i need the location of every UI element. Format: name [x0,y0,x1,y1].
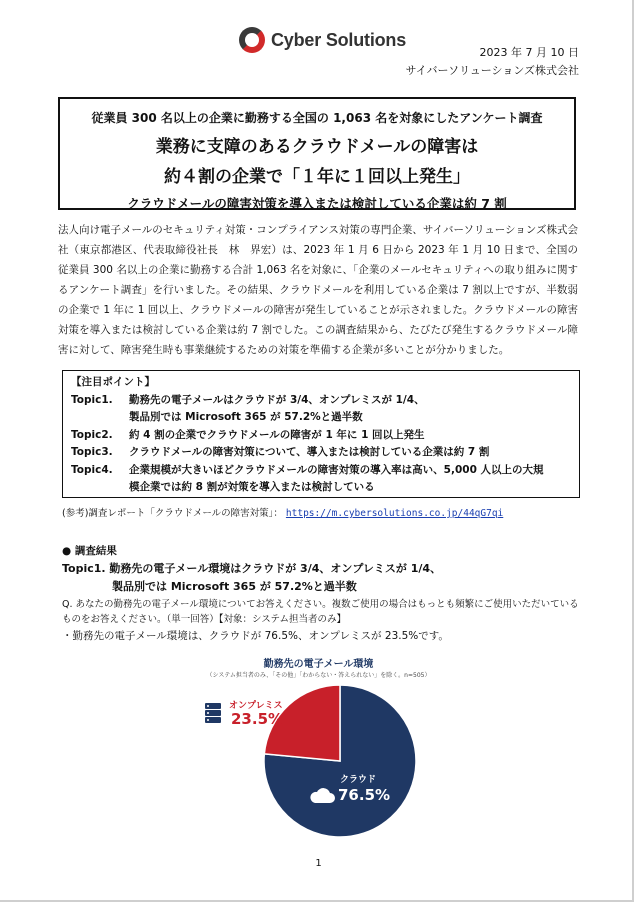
title-subheading: 従業員 300 名以上の企業に勤務する全国の 1,063 名を対象にしたアンケート調査 [91,111,543,125]
title-box [58,97,576,210]
topic-text: 企業規模が大きいほどクラウドメールの障害対策の導入率は高い、5,000 人以上の大規 [129,463,544,476]
topic-text: クラウドメールの障害対策について、導入または検討している企業は約 7 割 [129,446,490,458]
focus-points-box [62,370,580,498]
slice-label-cloud: クラウド [340,775,377,785]
focus-topic-2 [71,427,571,445]
topic-text: 約 4 割の企業でクラウドメールの障害が 1 年に 1 回以上発生 [129,428,425,441]
pie-chart [262,683,418,839]
topic-label: Topic4. [71,463,113,476]
results-topic-line1: Topic1. 勤務先の電子メール環境はクラウドが 3/4、オンプレミスが 1/4、 [62,562,442,575]
logo-mark-icon [239,27,265,53]
title-subheading-2: クラウドメールの障害対策を導入または検討している企業は約 7 割 [127,196,507,211]
topic-continuation: 製品別では Microsoft 365 が 57.2%と過半数 [129,411,363,423]
survey-answer: ・勤務先の電子メール環境は、クラウドが 76.5%、オンプレミスが 23.5%です。 [62,630,449,642]
focus-topic-1 [71,392,571,410]
cloud-icon [309,788,335,804]
results-topic-line2: 製品別では Microsoft 365 が 57.2%と過半数 [112,580,357,593]
reference-link[interactable]: https://m.cybersolutions.co.jp/44qG7qi [285,508,504,519]
slice-value-cloud: 76.5% [338,786,391,804]
company-logo [239,27,406,53]
topic-text: 勤務先の電子メールはクラウドが 3/4、オンプレミスが 1/4、 [129,393,425,406]
title-main-line1: 業務に支障のあるクラウドメールの障害は [155,137,479,157]
reference-text: (参考)調査レポート「クラウドメールの障害対策」： [62,508,283,519]
focus-topic-4 [71,462,571,480]
press-date: 2023 年 7 月 10 日 [479,46,579,59]
topic-label: Topic2. [71,428,113,441]
focus-heading: 【注目ポイント】 [71,376,155,388]
topic-continuation: 模企業では約 8 割が対策を導入または検討している [129,481,375,493]
slice-value-onpremise: 23.5% [231,710,284,728]
company-name: サイバーソリューションズ株式会社 [405,64,579,77]
reference-line [62,505,503,519]
results-topic [62,560,441,596]
survey-question: Q. あなたの勤務先の電子メール環境についてお答えください。複数ご使用の場合はもっとも頻繁にご使用いただいているものをお答えください。（単一回答）【対象：システム担当者のみ】 [62,599,579,625]
results-heading: ● 調査結果 [62,545,117,557]
topic-label: Topic1. [71,393,113,406]
logo-text: Cyber Solutions [271,29,407,50]
focus-topic-3 [71,444,571,462]
server-icon [204,703,222,723]
intro-paragraph: 法人向け電子メールのセキュリティ対策・コンプライアンス対策の専門企業、サイバーソリューションズ株式会社（東京都港区、代表取締役社長 林 界宏）は、2023 年 1 月 6 日から 2023 年 1 月 10 日まで、全国の従業員 300 名以上の企業に勤務する合計 1,063 名を対象に、「企業のメールセキュリティへの取り組みに関するアンケート調査」を行いました。その結果、クラウドメールを利用している企業は 7 割以上ですが、半数弱の企業で 1 年に 1 回以上、クラウドメールの障害が発生していることが示されました。クラウドメールの障害対策を導入または検討している企業は約 7 割でした。この調査結果から、たびたび発生するクラウドメール障害に対して、障害発生時も事業継続するための対策を準備する企業が多いことが分かりました。 [58,224,578,356]
chart-title: 勤務先の電子メール環境 [263,659,374,670]
page-number: 1 [315,858,322,869]
slice-label-onpremise: オンプレミス [229,701,283,711]
topic-label: Topic3. [71,446,113,458]
chart-note: （システム担当者のみ、「その他」「わからない・答えられない」を除く。n=505） [206,672,431,679]
title-main-line2: 約４割の企業で「１年に１回以上発生」 [164,167,470,187]
